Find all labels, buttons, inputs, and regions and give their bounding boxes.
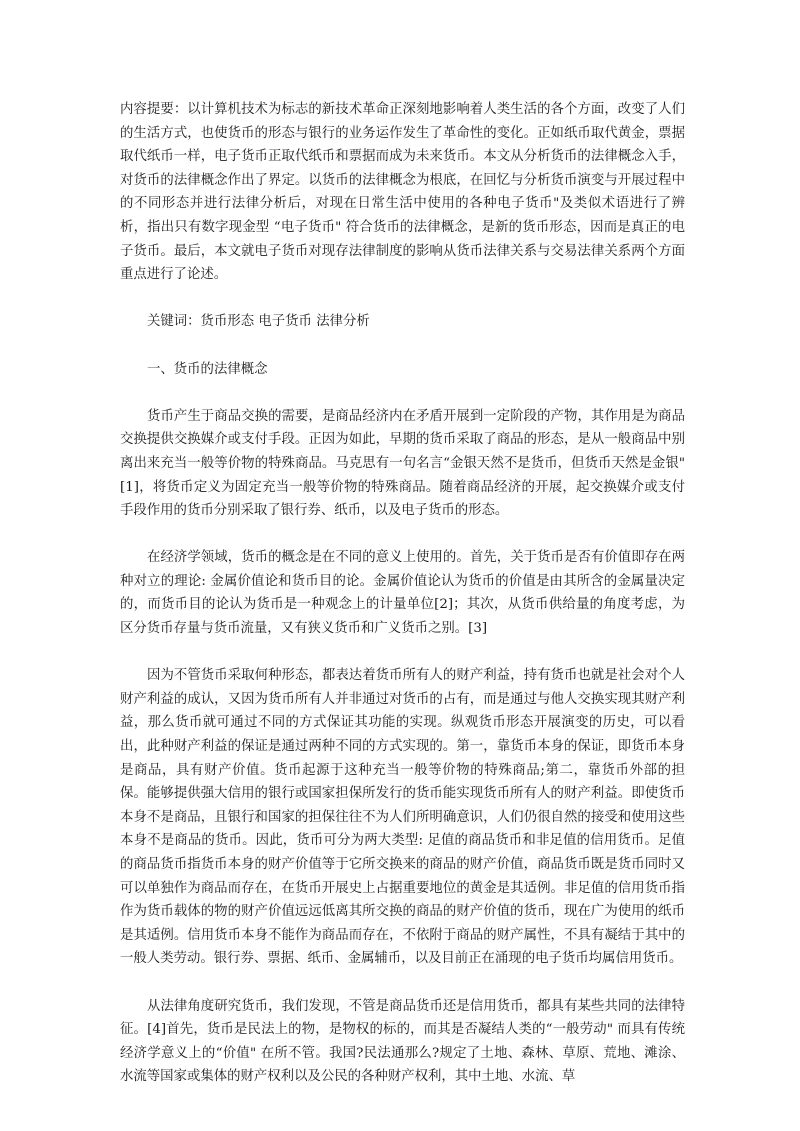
document-page <box>120 98 685 1089</box>
body-paragraph-4: 从法律角度研究货币，我们发现，不管是商品货币还是信用货币，都具有某些共同的法律特征。[4]首先，货币是民法上的物，是物权的标的，而其是否凝结人类的“一般劳动" 而具有传统经济学意义上的“价值" 在所不管。我国?民法通那么?规定了土地、森林、草原、荒地、滩涂、水流等国家或集体的财产权利以及公民的各种财产权利，其中土地、水流、草 <box>120 998 685 1085</box>
keywords-line: 关键词：货币形态 电子货币 法律分析 <box>147 314 370 330</box>
abstract-paragraph: 内容提要：以计算机技术为标志的新技术革命正深刻地影响着人类生活的各个方面，改变了人们的生活方式，也使货币的形态与银行的业务运作发生了革命性的变化。正如纸币取代黄金，票据取代纸币一样，电子货币正取代纸币和票据而成为未来货币。本文从分析货币的法律概念入手，对货币的法律概念作出了界定。以货币的法律概念为根底，在回忆与分析货币演变与开展过程中的不同形态并进行法律分析后，对现在日常生活中使用的各种电子货币"及类似术语进行了辨析，指出只有数字现金型 “电子货币" 符合货币的法律概念，是新的货币形态，因而是真正的电子货币。最后，本文就电子货币对现存法律制度的影响从货币法律关系与交易法律关系两个方面重点进行了论述。 <box>120 102 685 283</box>
body-paragraph-3: 因为不管货币采取何种形态，都表达着货币所有人的财产利益，持有货币也就是社会对个人财产利益的成认，又因为货币所有人并非通过对货币的占有，而是通过与他人交换实现其财产利益，那么货币就可通过不同的方式保证其功能的实现。纵观货币形态开展演变的历史，可以看出，此种财产利益的保证是通过两种不同的方式实现的。第一，靠货币本身的保证，即货币本身是商品，具有财产价值。货币起源于这种充当一般等价物的特殊商品;第二，靠货币外部的担保。能够提供强大信用的银行或国家担保所发行的货币能实现货币所有人的财产利益。即使货币本身不是商品，且银行和国家的担保往往不为人们所明确意识，人们仍很自然的接受和使用这些本身不是商品的货币。因此，货币可分为两大类型: 足值的商品货币和非足值的信用货币。足值的商品货币指货币本身的财产价值等于它所交换来的商品的财产价值，商品货币既是货币同时又可以单独作为商品而存在，在货币开展史上占据重要地位的黄金是其适例。非足值的信用货币指作为货币载体的物的财产价值远远低离其所交换的商品的财产价值的货币，现在广为使用的纸币是其适例。信用货币本身不能作为商品而存在，不依附于商品的财产属性，不具有凝结于其中的一般人类劳动。银行券、票据、纸币、金属辅币，以及目前正在涌现的电子货币均属信用货币。 <box>120 668 685 967</box>
section-heading: 一、货币的法律概念 <box>147 361 268 377</box>
body-paragraph-1: 货币产生于商品交换的需要，是商品经济内在矛盾开展到一定阶段的产物，其作用是为商品交换提供交换媒介或支付手段。正因为如此，早期的货币采取了商品的形态，是从一般商品中别离出来充当一般等价物的特殊商品。马克思有一句名言“金银天然不是货币，但货币天然是金银" [1]，将货币定义为固定充当一般等价物的特殊商品。随着商品经济的开展，起交换媒介或支付手段作用的货币分别采取了银行券、纸币，以及电子货币的形态。 <box>120 408 685 519</box>
body-paragraph-2: 在经济学领域，货币的概念是在不同的意义上使用的。首先，关于货币是否有价值即存在两种对立的理论: 金属价值论和货币目的论。金属价值论认为货币的价值是由其所含的金属量决定的，而货币目的论认为货币是一种观念上的计量单位[2]；其次，从货币供给量的角度考虑，为区分货币存量与货币流量，又有狭义货币和广义货币之别。[3] <box>120 550 685 637</box>
